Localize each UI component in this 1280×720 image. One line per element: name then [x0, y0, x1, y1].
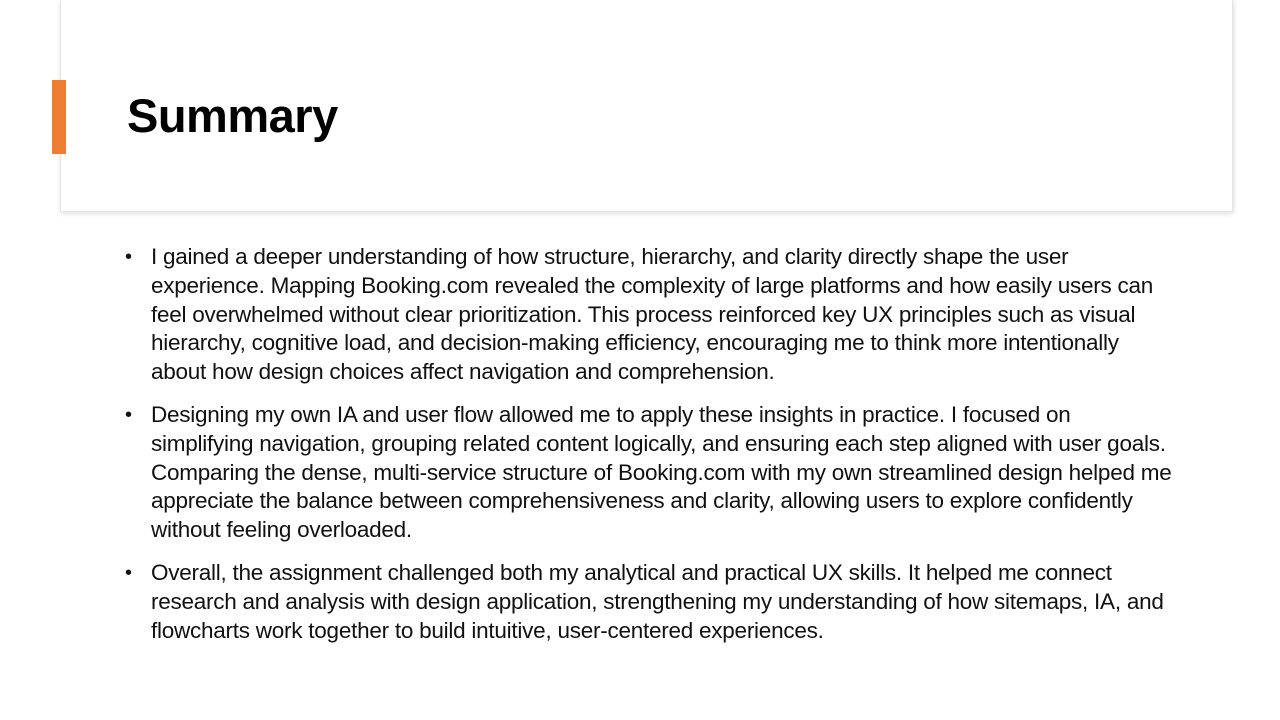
bullet-icon: • — [125, 403, 132, 426]
bullet-item — [125, 243, 1175, 387]
bullet-text: I gained a deeper understanding of how structure, hierarchy, and clarity directly shape the user experience. Mapping Booking.com revealed the complexity of large platforms and how easily users can feel overwhelmed without clear prioritization. This process reinforced key UX principles such as visual hierarchy, cognitive load, and decision-making efficiency, encouraging me to think more intentionally about how design choices affect navigation and comprehension. — [151, 244, 1154, 385]
slide-title: Summary — [127, 89, 338, 142]
bullet-icon: • — [125, 561, 132, 584]
bullet-text: Overall, the assignment challenged both my analytical and practical UX skills. It helped me connect research and analysis with design application, strengthening my understanding of how sitemaps, IA, and flowcharts work together to build intuitive, user-centered experiences. — [151, 559, 1164, 643]
bullet-icon: • — [125, 246, 132, 268]
bullet-item — [125, 559, 1175, 645]
title-accent-bar — [52, 80, 66, 154]
bullet-item — [125, 401, 1175, 545]
bullet-list — [125, 243, 1175, 659]
bullet-text: Designing my own IA and user flow allowed me to apply these insights in practice. I focused on simplifying navigation, grouping related content logically, and ensuring each step aligned with user goals. Comparing the dense, multi-service structure of Booking.com with my own streamlined design helped me appreciate the balance between comprehensiveness and clarity, allowing users to explore confidently without feeling overloaded. — [151, 401, 1172, 543]
